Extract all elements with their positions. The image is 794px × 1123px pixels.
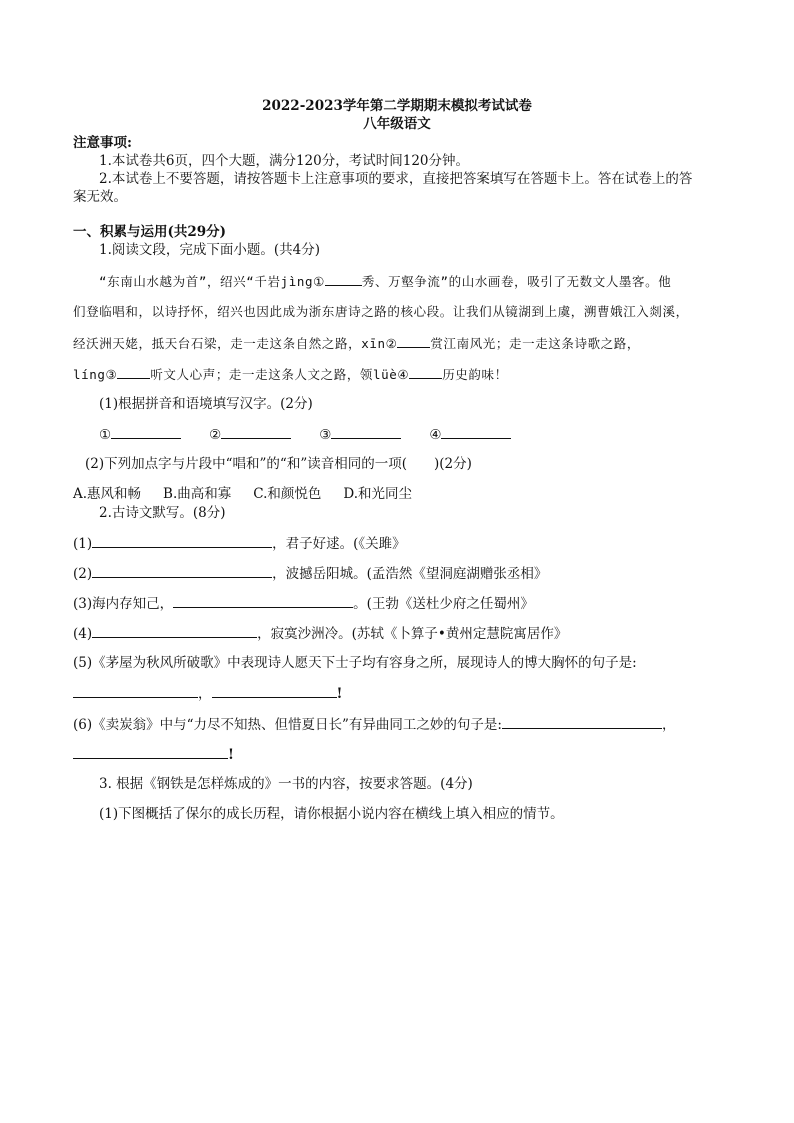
poem-punct: ， xyxy=(198,686,212,702)
question-1-1: (1)根据拼音和语境填写汉字。(2分) xyxy=(99,396,313,412)
poem-number: (4) xyxy=(73,626,93,642)
poem-blank-3[interactable] xyxy=(173,595,353,608)
options-row xyxy=(73,486,434,502)
passage-text: 经沃洲天姥，抵天台石梁，走一走这条自然之路，xīn② xyxy=(73,336,398,351)
answer-blank-4[interactable] xyxy=(441,426,511,439)
blank-1-line xyxy=(325,273,362,286)
passage-line-3 xyxy=(73,335,640,352)
poem-line-1 xyxy=(73,535,406,552)
passage-line-1 xyxy=(99,273,671,290)
question-3-intro: 3. 根据《钢铁是怎样炼成的》一书的内容，按要求答题。(4分) xyxy=(99,776,473,792)
poem-blank-6a[interactable] xyxy=(502,716,662,729)
question-2-intro: 2.古诗文默写。(8分) xyxy=(99,505,226,521)
answer-blank-3[interactable] xyxy=(331,426,401,439)
notice-heading: 注意事项: xyxy=(73,135,132,151)
option-c[interactable]: C.和颜悦色 xyxy=(253,486,322,502)
answer-blanks-row xyxy=(99,426,511,443)
poem-blank-5a[interactable] xyxy=(73,685,198,698)
poem-text: (6)《卖炭翁》中与“力尽不知热、但惜夏日长”有异曲同工之妙的句子是: xyxy=(73,717,502,733)
option-a[interactable]: A.惠风和畅 xyxy=(73,486,142,502)
option-b[interactable]: B.曲高和寡 xyxy=(163,486,232,502)
poem-blank-2[interactable] xyxy=(92,565,272,578)
question-1-intro: 1.阅读文段，完成下面小题。(共4分) xyxy=(99,242,321,258)
poem-punct: ! xyxy=(336,686,343,702)
notice-item-2: 2.本试卷上不要答题，请按答题卡上注意事项的要求，直接把答案填写在答题卡上。答在试卷上的答 xyxy=(99,171,693,187)
passage-text: 历史韵味！ xyxy=(442,367,508,382)
notice-item-1: 1.本试卷共6页，四个大题，满分120分，考试时间120分钟。 xyxy=(99,153,470,169)
poem-number: (1) xyxy=(73,536,93,552)
exam-subtitle: 八年级语文 xyxy=(363,116,431,132)
answer-blank-1[interactable] xyxy=(111,426,181,439)
poem-blank-1[interactable] xyxy=(92,535,272,548)
poem-punct: ， xyxy=(661,717,676,733)
answer-blank-2[interactable] xyxy=(221,426,291,439)
passage-text: “东南山水越为首”，绍兴“千岩jìng① xyxy=(99,274,325,289)
poem-text: ，君子好逑。(《关雎》 xyxy=(272,536,406,552)
poem-blank-5b[interactable] xyxy=(212,685,337,698)
question-3-1: (1)下图概括了保尔的成长历程，请你根据小说内容在横线上填入相应的情节。 xyxy=(99,806,564,822)
passage-line-2: 们登临唱和，以诗抒怀，绍兴也因此成为浙东唐诗之路的核心段。让我们从镜湖到上虞，溯曹娥江入剡溪， xyxy=(73,304,689,319)
passage-line-4 xyxy=(73,366,508,383)
poem-line-4 xyxy=(73,625,567,642)
passage-text: 赏江南风光；走一走这条诗歌之路， xyxy=(430,336,640,351)
blank-label-2: ② xyxy=(209,427,222,443)
poem-line-6-answers xyxy=(73,746,234,763)
poem-text: 。(王勃《送杜少府之任蜀州》 xyxy=(353,596,534,612)
blank-label-4: ④ xyxy=(429,427,442,443)
blank-4-line xyxy=(409,366,442,379)
blank-label-1: ① xyxy=(99,427,112,443)
section-1-heading: 一、积累与运用(共29分) xyxy=(73,224,227,240)
poem-line-5-answers xyxy=(73,685,342,702)
poem-line-3 xyxy=(73,595,534,612)
notice-item-2-cont: 案无效。 xyxy=(73,189,127,205)
poem-blank-6b[interactable] xyxy=(73,746,228,759)
exam-title: 2022-2023学年第二学期期末模拟考试试卷 xyxy=(262,98,532,114)
poem-line-6 xyxy=(73,716,675,733)
poem-text: ，波撼岳阳城。(孟浩然《望洞庭湖赠张丞相》 xyxy=(272,566,548,582)
passage-text: 听文人心声；走一走这条人文之路，领lüè④ xyxy=(150,367,410,382)
blank-3-line xyxy=(117,366,150,379)
poem-number: (2) xyxy=(73,566,93,582)
poem-text: (3)海内存知己， xyxy=(73,596,174,612)
question-1-2: (2)下列加点字与片段中“唱和”的“和”读音相同的一项( )(2分) xyxy=(85,456,472,472)
blank-2-line xyxy=(397,335,430,348)
option-d[interactable]: D.和光同尘 xyxy=(343,486,413,502)
poem-line-5: (5)《茅屋为秋风所破歌》中表现诗人愿天下士子均有容身之所，展现诗人的博大胸怀的句子是: xyxy=(73,655,637,671)
poem-punct: ! xyxy=(228,747,234,763)
poem-blank-4[interactable] xyxy=(92,625,257,638)
passage-text: 秀、万壑争流”的山水画卷，吸引了无数文人墨客。他 xyxy=(361,274,672,289)
passage-text: líng③ xyxy=(73,367,118,382)
poem-text: ，寂寞沙洲冷。(苏轼《卜算子•黄州定慧院寓居作》 xyxy=(257,626,568,642)
blank-label-3: ③ xyxy=(319,427,332,443)
poem-line-2 xyxy=(73,565,547,582)
